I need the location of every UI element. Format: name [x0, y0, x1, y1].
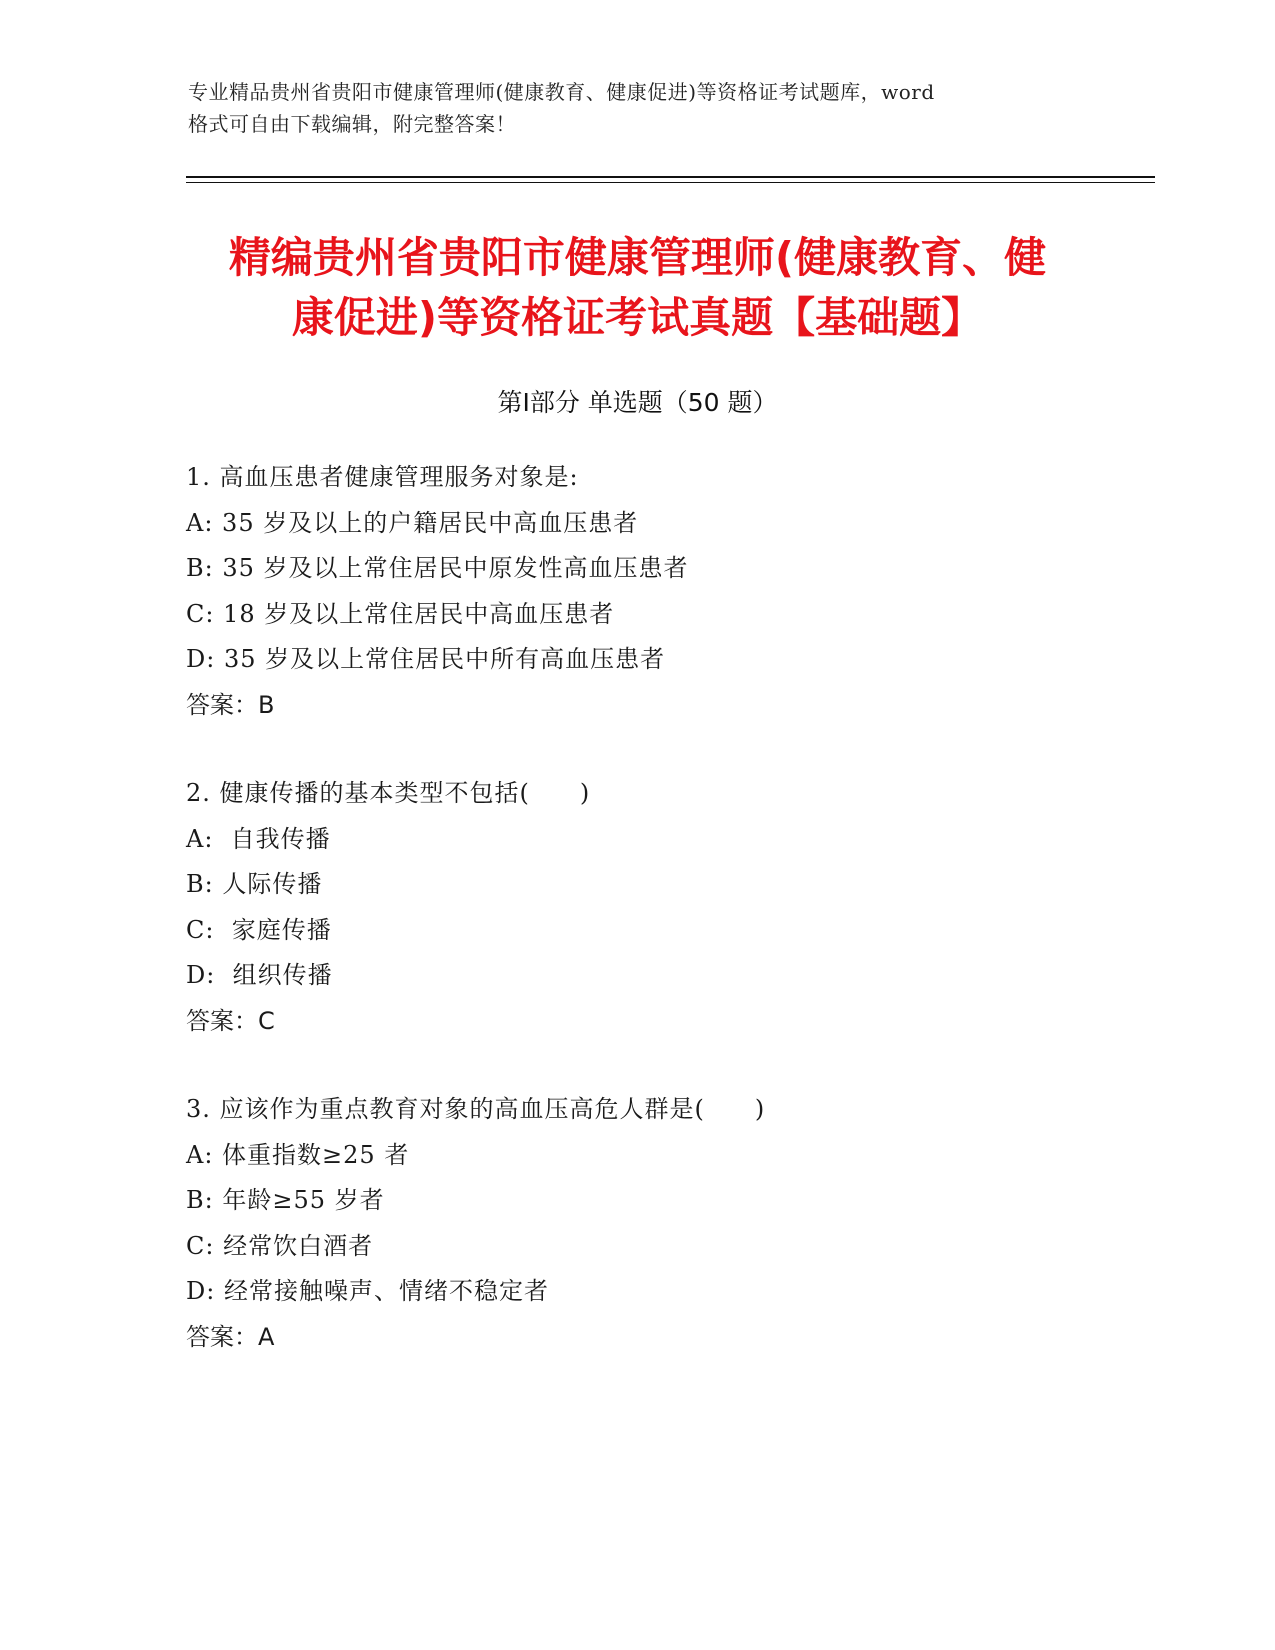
- option-d: D: 组织传播: [186, 961, 333, 989]
- header-divider-thick: [186, 176, 1155, 178]
- section-heading: 第Ⅰ部分 单选题（50 题）: [497, 388, 778, 417]
- question-1: [186, 455, 1086, 728]
- answer: 答案：A: [186, 1322, 275, 1351]
- question-stem: 3. 应该作为重点教育对象的高血压高危人群是( ): [186, 1095, 766, 1123]
- header-note: [188, 76, 1088, 140]
- document-title: [150, 228, 1125, 348]
- answer: 答案：B: [186, 690, 275, 719]
- question-stem: 2. 健康传播的基本类型不包括( ): [186, 779, 591, 807]
- option-c: C: 经常饮白酒者: [186, 1231, 374, 1260]
- header-note-line-2: 格式可自由下载编辑，附完整答案！: [188, 112, 516, 136]
- option-c: C: 家庭传播: [186, 915, 332, 944]
- option-d: D: 经常接触噪声、情绪不稳定者: [186, 1277, 549, 1305]
- option-d: D: 35 岁及以上常住居民中所有高血压患者: [186, 645, 666, 673]
- option-b: B: 年龄≥55 岁者: [186, 1186, 385, 1214]
- option-a: A: 35 岁及以上的户籍居民中高血压患者: [186, 508, 639, 537]
- answer: 答案：C: [186, 1006, 275, 1035]
- question-3: [186, 1087, 1086, 1360]
- header-note-line-1: 专业精品贵州省贵阳市健康管理师(健康教育、健康促进)等资格证考试题库，word: [188, 80, 935, 104]
- option-b: B: 人际传播: [186, 870, 323, 898]
- option-a: A: 自我传播: [186, 824, 331, 853]
- option-b: B: 35 岁及以上常住居民中原发性高血压患者: [186, 554, 689, 582]
- header-divider-thin: [186, 182, 1155, 183]
- option-a: A: 体重指数≥25 者: [186, 1140, 410, 1169]
- option-c: C: 18 岁及以上常住居民中高血压患者: [186, 599, 615, 628]
- document-title-line-1: 精编贵州省贵阳市健康管理师(健康教育、健: [228, 233, 1047, 282]
- document-title-line-2: 康促进)等资格证考试真题【基础题】: [291, 293, 984, 342]
- question-2: [186, 771, 1086, 1044]
- question-stem: 1. 高血压患者健康管理服务对象是:: [186, 463, 579, 491]
